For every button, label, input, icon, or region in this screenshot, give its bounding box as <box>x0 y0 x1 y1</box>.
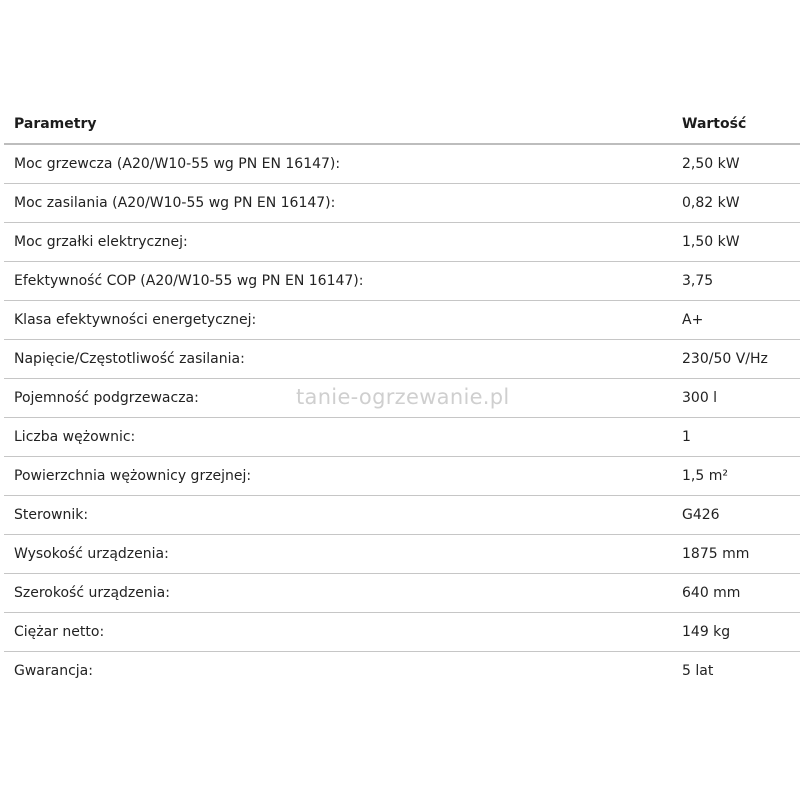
table-row <box>4 340 800 379</box>
row-value: 300 l <box>672 379 800 418</box>
row-value: G426 <box>672 496 800 535</box>
table-row <box>4 223 800 262</box>
row-value: 149 kg <box>672 613 800 652</box>
row-param: Powierzchnia wężownicy grzejnej: <box>4 457 672 496</box>
row-value: 2,50 kW <box>672 144 800 184</box>
row-param: Wysokość urządzenia: <box>4 535 672 574</box>
row-value: 1,50 kW <box>672 223 800 262</box>
row-value: A+ <box>672 301 800 340</box>
row-param: Gwarancja: <box>14 663 93 679</box>
table-row <box>4 613 800 652</box>
table-row <box>4 652 800 691</box>
table-row <box>4 262 800 301</box>
row-value: 1875 mm <box>672 535 800 574</box>
row-param: Napięcie/Częstotliwość zasilania: <box>4 340 672 379</box>
row-value: 230/50 V/Hz <box>672 340 800 379</box>
row-param: Liczba wężownic: <box>4 418 672 457</box>
table-row <box>4 418 800 457</box>
row-value: 1,5 m² <box>672 457 800 496</box>
row-param: Moc zasilania (A20/W10-55 wg PN EN 16147): <box>4 184 672 223</box>
table-body <box>4 144 800 690</box>
table-row <box>4 496 800 535</box>
table-row <box>4 184 800 223</box>
row-param: Efektywność COP (A20/W10-55 wg PN EN 16147): <box>4 262 672 301</box>
row-param: Pojemność podgrzewacza: <box>4 379 672 418</box>
row-param: Moc grzewcza (A20/W10-55 wg PN EN 16147): <box>4 144 672 184</box>
header-row <box>4 105 800 144</box>
row-value: 640 mm <box>672 574 800 613</box>
table-header <box>4 105 800 144</box>
table-row <box>4 574 800 613</box>
row-value: 1 <box>672 418 800 457</box>
row-value: 0,82 kW <box>672 184 800 223</box>
table-row <box>4 144 800 184</box>
row-param: Moc grzałki elektrycznej: <box>4 223 672 262</box>
header-param: Parametry <box>4 105 672 144</box>
row-param: Ciężar netto: <box>4 613 672 652</box>
header-value: Wartość <box>672 105 800 144</box>
row-param: Szerokość urządzenia: <box>4 574 672 613</box>
row-param: Klasa efektywności energetycznej: <box>4 301 672 340</box>
row-value: 3,75 <box>672 262 800 301</box>
row-param: Sterownik: <box>4 496 672 535</box>
watermark-text: tanie-ogrzewanie.pl <box>296 385 510 409</box>
row-value: 5 lat <box>682 663 714 679</box>
table-row <box>4 301 800 340</box>
table-row <box>4 535 800 574</box>
table-row <box>4 457 800 496</box>
